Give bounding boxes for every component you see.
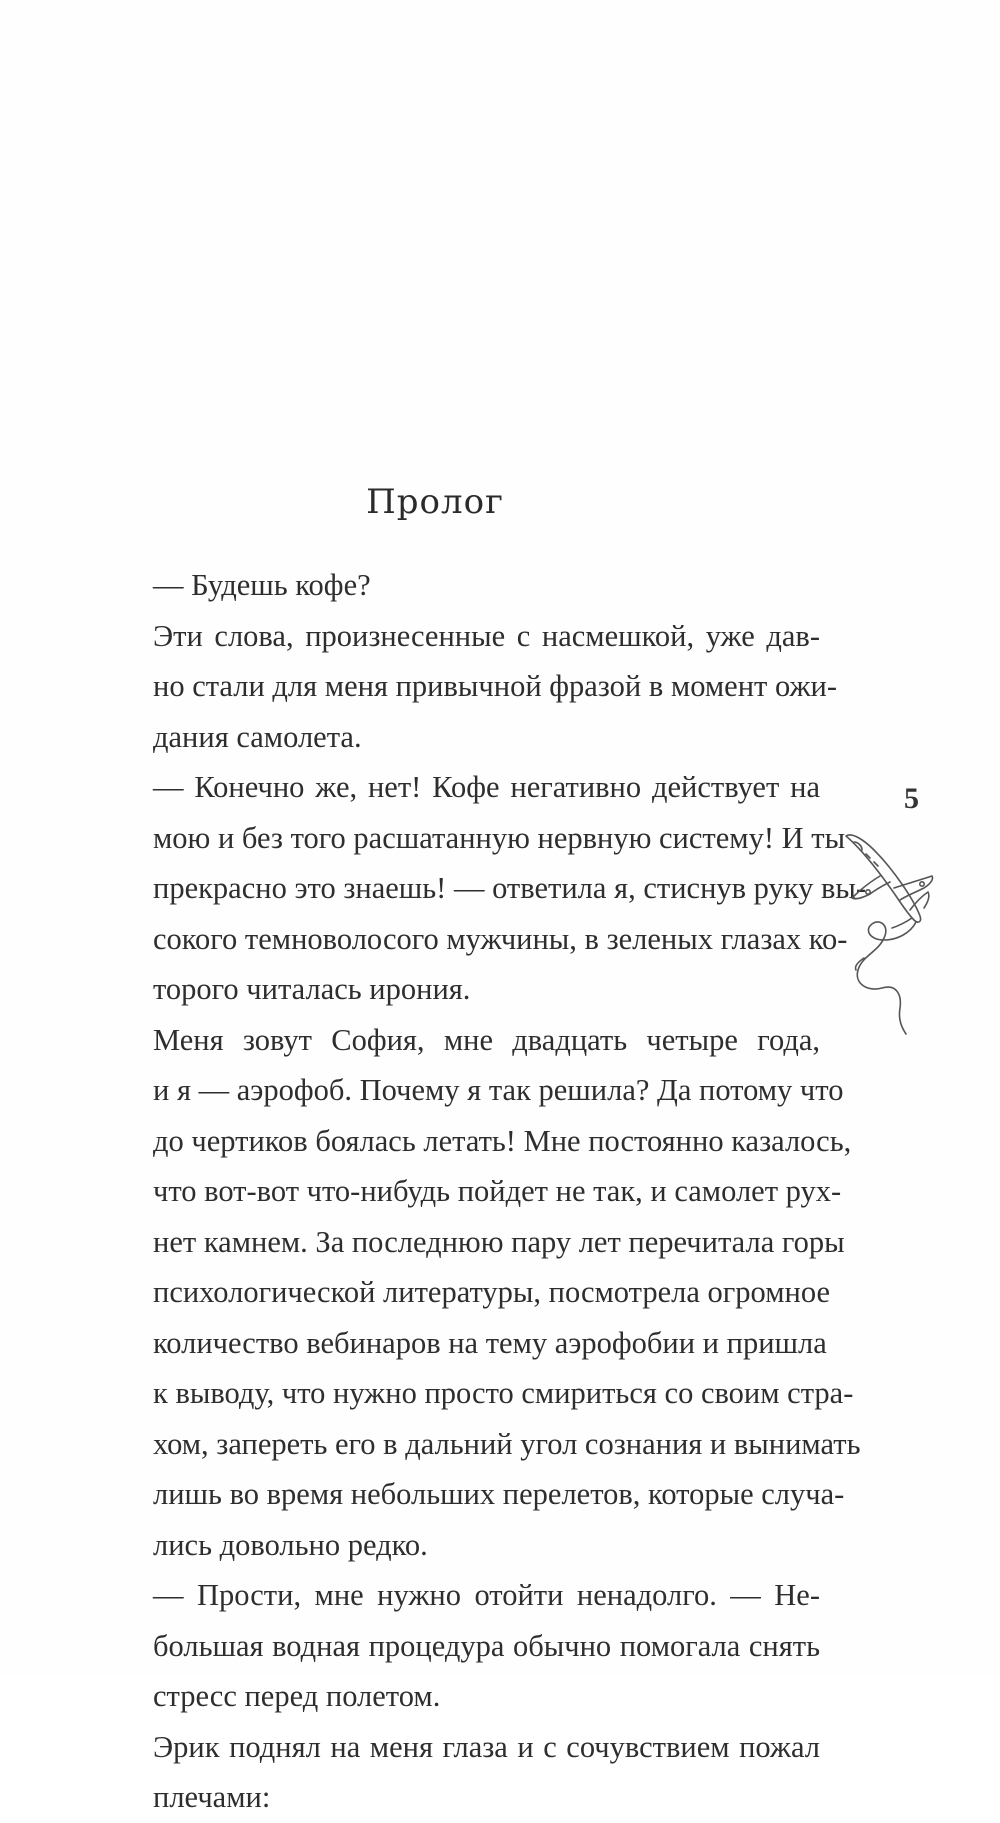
paragraph (120, 560, 820, 611)
paragraph (120, 1570, 820, 1722)
text-line: что вот-вот что-нибудь пойдет не так, и самолет рух- (153, 1174, 842, 1208)
text-line: хом, запереть его в дальний угол сознания и вынимать (153, 1426, 861, 1461)
text-line: до чертиков боялась летать! Мне постоянно казалось, (153, 1123, 852, 1158)
paragraph (120, 1722, 820, 1823)
text-line: лишь во время небольших перелетов, которые случа- (153, 1477, 845, 1511)
text-line: плечами: (153, 1780, 271, 1814)
text-line: Эти слова, произнесенные с насмешкой, уже дав- (153, 618, 820, 653)
text-line: к выводу, что нужно просто смириться со своим стра- (153, 1376, 854, 1410)
text-line: но стали для меня привычной фразой в момент ожи- (153, 669, 838, 703)
body-text (120, 560, 867, 1823)
paragraph (120, 762, 867, 1015)
airplane-doodle-icon (840, 830, 960, 1035)
text-line: большая водная процедура обычно помогала снять (153, 1628, 820, 1663)
text-line: и я — аэрофоб. Почему я так решила? Да потому что (153, 1073, 844, 1107)
text-line: мою и без того расшатанную нервную систему! И ты (153, 820, 846, 855)
text-line: дания самолета. (153, 719, 362, 754)
text-line: торого читалась ирония. (153, 972, 471, 1006)
text-line: — Конечно же, нет! Кофе негативно действует на (153, 770, 820, 804)
page-number: 5 (904, 782, 919, 815)
paragraph (120, 611, 838, 763)
paragraph (120, 1015, 861, 1571)
text-line: Эрик поднял на меня глаза и с сочувствием пожал (153, 1729, 820, 1764)
text-line: — Будешь кофе? (153, 568, 371, 602)
text-line: сокого темноволосого мужчины, в зеленых глазах ко- (153, 921, 848, 956)
text-line: психологической литературы, посмотрела огромное (153, 1275, 830, 1309)
text-line: нет камнем. За последнюю пару лет перечитала горы (153, 1224, 845, 1259)
text-line: количество вебинаров на тему аэрофобии и пришла (153, 1325, 827, 1360)
text-line: стресс перед полетом. (153, 1679, 441, 1713)
chapter-title: Пролог (366, 482, 504, 522)
text-line: Меня зовут София, мне двадцать четыре года, (153, 1022, 820, 1057)
text-line: лись довольно редко. (153, 1527, 428, 1562)
text-line: — Прости, мне нужно отойти ненадолго. — Не- (153, 1578, 820, 1612)
text-line: прекрасно это знаешь! — ответила я, стиснув руку вы- (153, 871, 867, 905)
